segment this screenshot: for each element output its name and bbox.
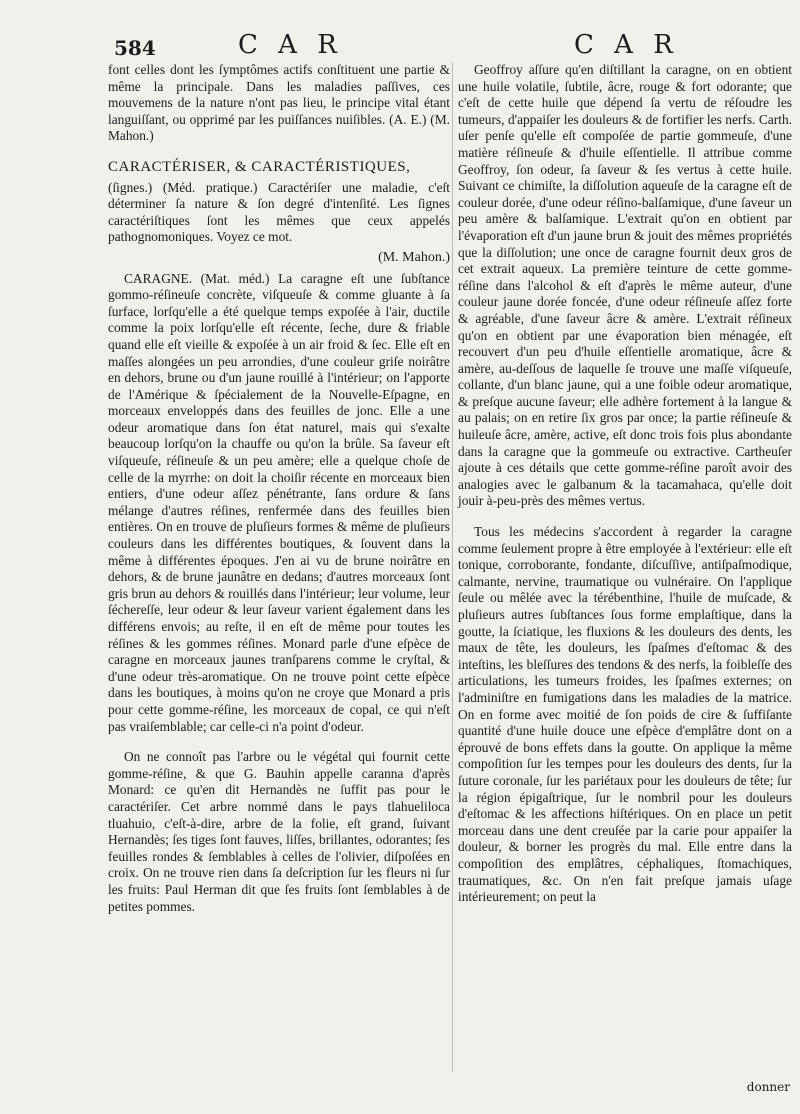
paragraph-arbre: On ne connoît pas l'arbre ou le végétal qui fournit cette gomme-réſine, & que G. Bauhin appelle caranna d'après Monard: ce qu'en dit Hernandès ne ſuffit pas pour le caractériſer. Cet arbre nommé dans le pays tlahueliloca tluahuio, c'eſt-à-dire, arbre de la folie, eſt grand, ſuivant Hernandès; ſes tiges ſont fauves, liſſes, brillantes, odorantes; ſes feuilles rondes & ſemblables à celles de l'olivier, diſpoſées en croix. On ne trouve rien dans ſa deſcription ſur les fleurs ni ſur les fruits: Paul Herman dit que ſes fruits ſont ſemblables à de petites pommes. <box>108 749 450 914</box>
running-head-left: C A R <box>238 30 343 60</box>
paragraph-medecins: Tous les médecins s'accordent à regarder la caragne comme ſeulement propre à être employée à l'extérieur: elle eſt tonique, corroborante, fondante, diſcuſſive, antiſpaſmodique, calmante, nervine, traumatique ou vulnéraire. On l'applique ſeule ou mêlée avec la térébenthine, l'huile de muſcade, & pluſieurs autres ſubſtances ſous forme emplaſtique, dans la goutte, la ſciatique, les fluxions & les douleurs des dents, les maux de tête, les douleurs, les ſpaſmes d'eſtomac & des inteſtins, les bleſſures des tendons & des nerfs, la foibleſſe des articulations, les tumeurs froides, les ſpaſmes externes; on l'adminiſtre en fumigations dans les maladies de la matrice. On en forme avec moitié de ſon poids de cire & ſuffiſante quantité d'une huile douce une eſpèce d'emplâtre dont on a éprouvé de bons effets dans la goutte. On applique la même compoſition ſur les tempes pour les douleurs des dents, ſur la ſuture coronale, ſur les pariétaux pour les douleurs de tête; ſur la région épigaſtrique, ſur le nombril pour les douleurs d'eſtomac & les affections hiſtériques. On en place un petit morceau dans une dent creuſée par la carie pour appaiſer la douleur, & borner les progrès du mal. Elle entre dans la compoſition des emplâtres, céphaliques, ſtomachiques, traumatiques, &c. On n'en fait preſque jamais uſage intérieurement; on peut la <box>458 524 792 905</box>
paragraph-caracteriser: (ſignes.) (Méd. pratique.) Caractériſer une maladie, c'eſt déterminer ſa nature & ſon degré d'intenſité. Les ſignes caractériſtiques ſont les mêmes que ceux appelés pathognomoniques. Voyez ce mot. <box>108 179 450 245</box>
page-header <box>0 22 800 62</box>
page-number: 584 <box>114 36 156 60</box>
entry-heading-caracteriser: CARACTÉRISER, & CARACTÉRISTIQUES, <box>108 158 411 175</box>
left-column <box>108 62 450 919</box>
paragraph-caragne: CARAGNE. (Mat. méd.) La caragne eſt une ſubſtance gommo-réſineuſe concrète, viſqueuſe & comme gluante à ſa ſurface, lorſqu'elle a été quelque temps expoſée à l'air, ductile comme la poix lorſqu'elle eſt récente, ſeche, dure & friable quand elle eſt vieille & expoſée à un air froid & ſec. Elle eſt en maſſes alongées un peu arrondies, d'une couleur griſe noirâtre en dehors, brune ou d'un jaune rouillé à l'intérieur; on l'apporte de l'Amérique & ſpécialement de la Nouvelle-Eſpagne, en morceaux enveloppés dans des feuilles de jonc. Elle a une odeur aromatique dans ſon état naturel, mais qui s'exalte beaucoup lorſqu'on la chauffe ou qu'on la brûle. Sa ſaveur eſt viſqueuſe, réſineuſe & un peu amère; elle a quelque choſe de celle de la myrrhe: on doit la choiſir récente en morceaux bien entiers, d'une odeur aſſez pénétrante, ſans ordure & ſans mélange d'autres réſines, renfermée dans des feuilles bien entières. On en trouve de pluſieurs formes & même de pluſieurs couleurs dans les différentes boutiques, & ſouvent dans la même à différentes époques. J'en ai vu de brune noirâtre en dehors, & de brune jaunâtre en dedans; d'autres morceaux ſont gris brun au dehors & rouillés dans l'intérieur; leur volume, leur ſéchereſſe, leur odeur & leur ſaveur varient également dans les différens envois; au reſte, il en eſt de même pour toutes les réſines & les gommes réſines. Monard parle d'une eſpèce de caragne en morceaux jaunes tranſparens comme le cryſtal, & d'une odeur très-aromatique. On ne trouve point cette eſpèce dans les boutiques, à moins qu'on ne croye que Monard a pris pour cette gomme-réſine, les morceaux de copal, ce qui n'eſt pas vraiſemblable; car celle-ci n'a point d'odeur. <box>108 270 450 734</box>
running-head-right: C A R <box>574 30 679 60</box>
paragraph-symptomes: font celles dont les ſymptômes actifs conſtituent une partie & même la principale. Dans les maladies paſſives, ces mouvemens de la nature n'ont pas lieu, le principe vital étant languiſſant, ou opprimé par les puiſſances nuiſibles. (A. E.) (M. Mahon.) <box>108 62 450 144</box>
author-signature: (M. Mahon.) <box>378 249 450 265</box>
catchword: donner <box>746 1080 790 1094</box>
column-divider <box>452 62 453 1072</box>
right-column <box>458 62 792 910</box>
paragraph-geoffroy: Geoffroy aſſure qu'en diſtillant la caragne, on en obtient une huile volatile, ſubtile, âcre, rouge & fort odorante; que c'eſt de cette huile que dépend ſa vertu de réſoudre les tumeurs, d'appaiſer les douleurs & de fortifier les nerfs. Carth. uſer penſe qu'elle eſt compoſée de partie gommeuſe, d'une matière réſineuſe & d'huile eſſentielle. Il attribue comme Geoffroy, ſon odeur, ſa ſaveur & ſes vertus à cette huile. Suivant ce chimiſte, la diſſolution aqueuſe de la caragne eſt de couleur dorée, d'une odeur réſino-balſamique, d'une ſaveur un peu amère & balſamique. L'extrait qu'on en obtient par l'évaporation eſt d'un jaune brun & jouit des mêmes propriétés que la diſſolution; une once de caragne fournit deux gros de cet extrait aqueux. La première teinture de cette gomme-réſine dans l'alcohol & eſt d'après le même auteur, d'une couleur jaune dorée foncée, d'une odeur réſineuſe aſſez forte & agréable, d'une ſaveur âcre & amère. L'extrait réſineux qu'on en obtient par une évaporation bien ménagée, eſt recouvert d'un peu d'huile eſſentielle aromatique, âcre & amère, au-deſſous de laquelle ſe trouve une maſſe viſqueuſe, collante, d'un blanc jaune, qui a une foible odeur aromatique, & preſque aucune ſaveur; elle adhère fortement à la langue & au palais; on en retire ſix gros par once; la partie réſineuſe & huileuſe âcre, amère, active, eſt donc trois fois plus abondante dans la caragne que la gommeuſe ou extractive. Cartheuſer ajoute à ces détails que cette gomme-réſine paroît avoir des analogies avec le galbanum & la tacamahaca, qu'elle doit jouir à-peu-près des mêmes vertus. <box>458 62 792 509</box>
